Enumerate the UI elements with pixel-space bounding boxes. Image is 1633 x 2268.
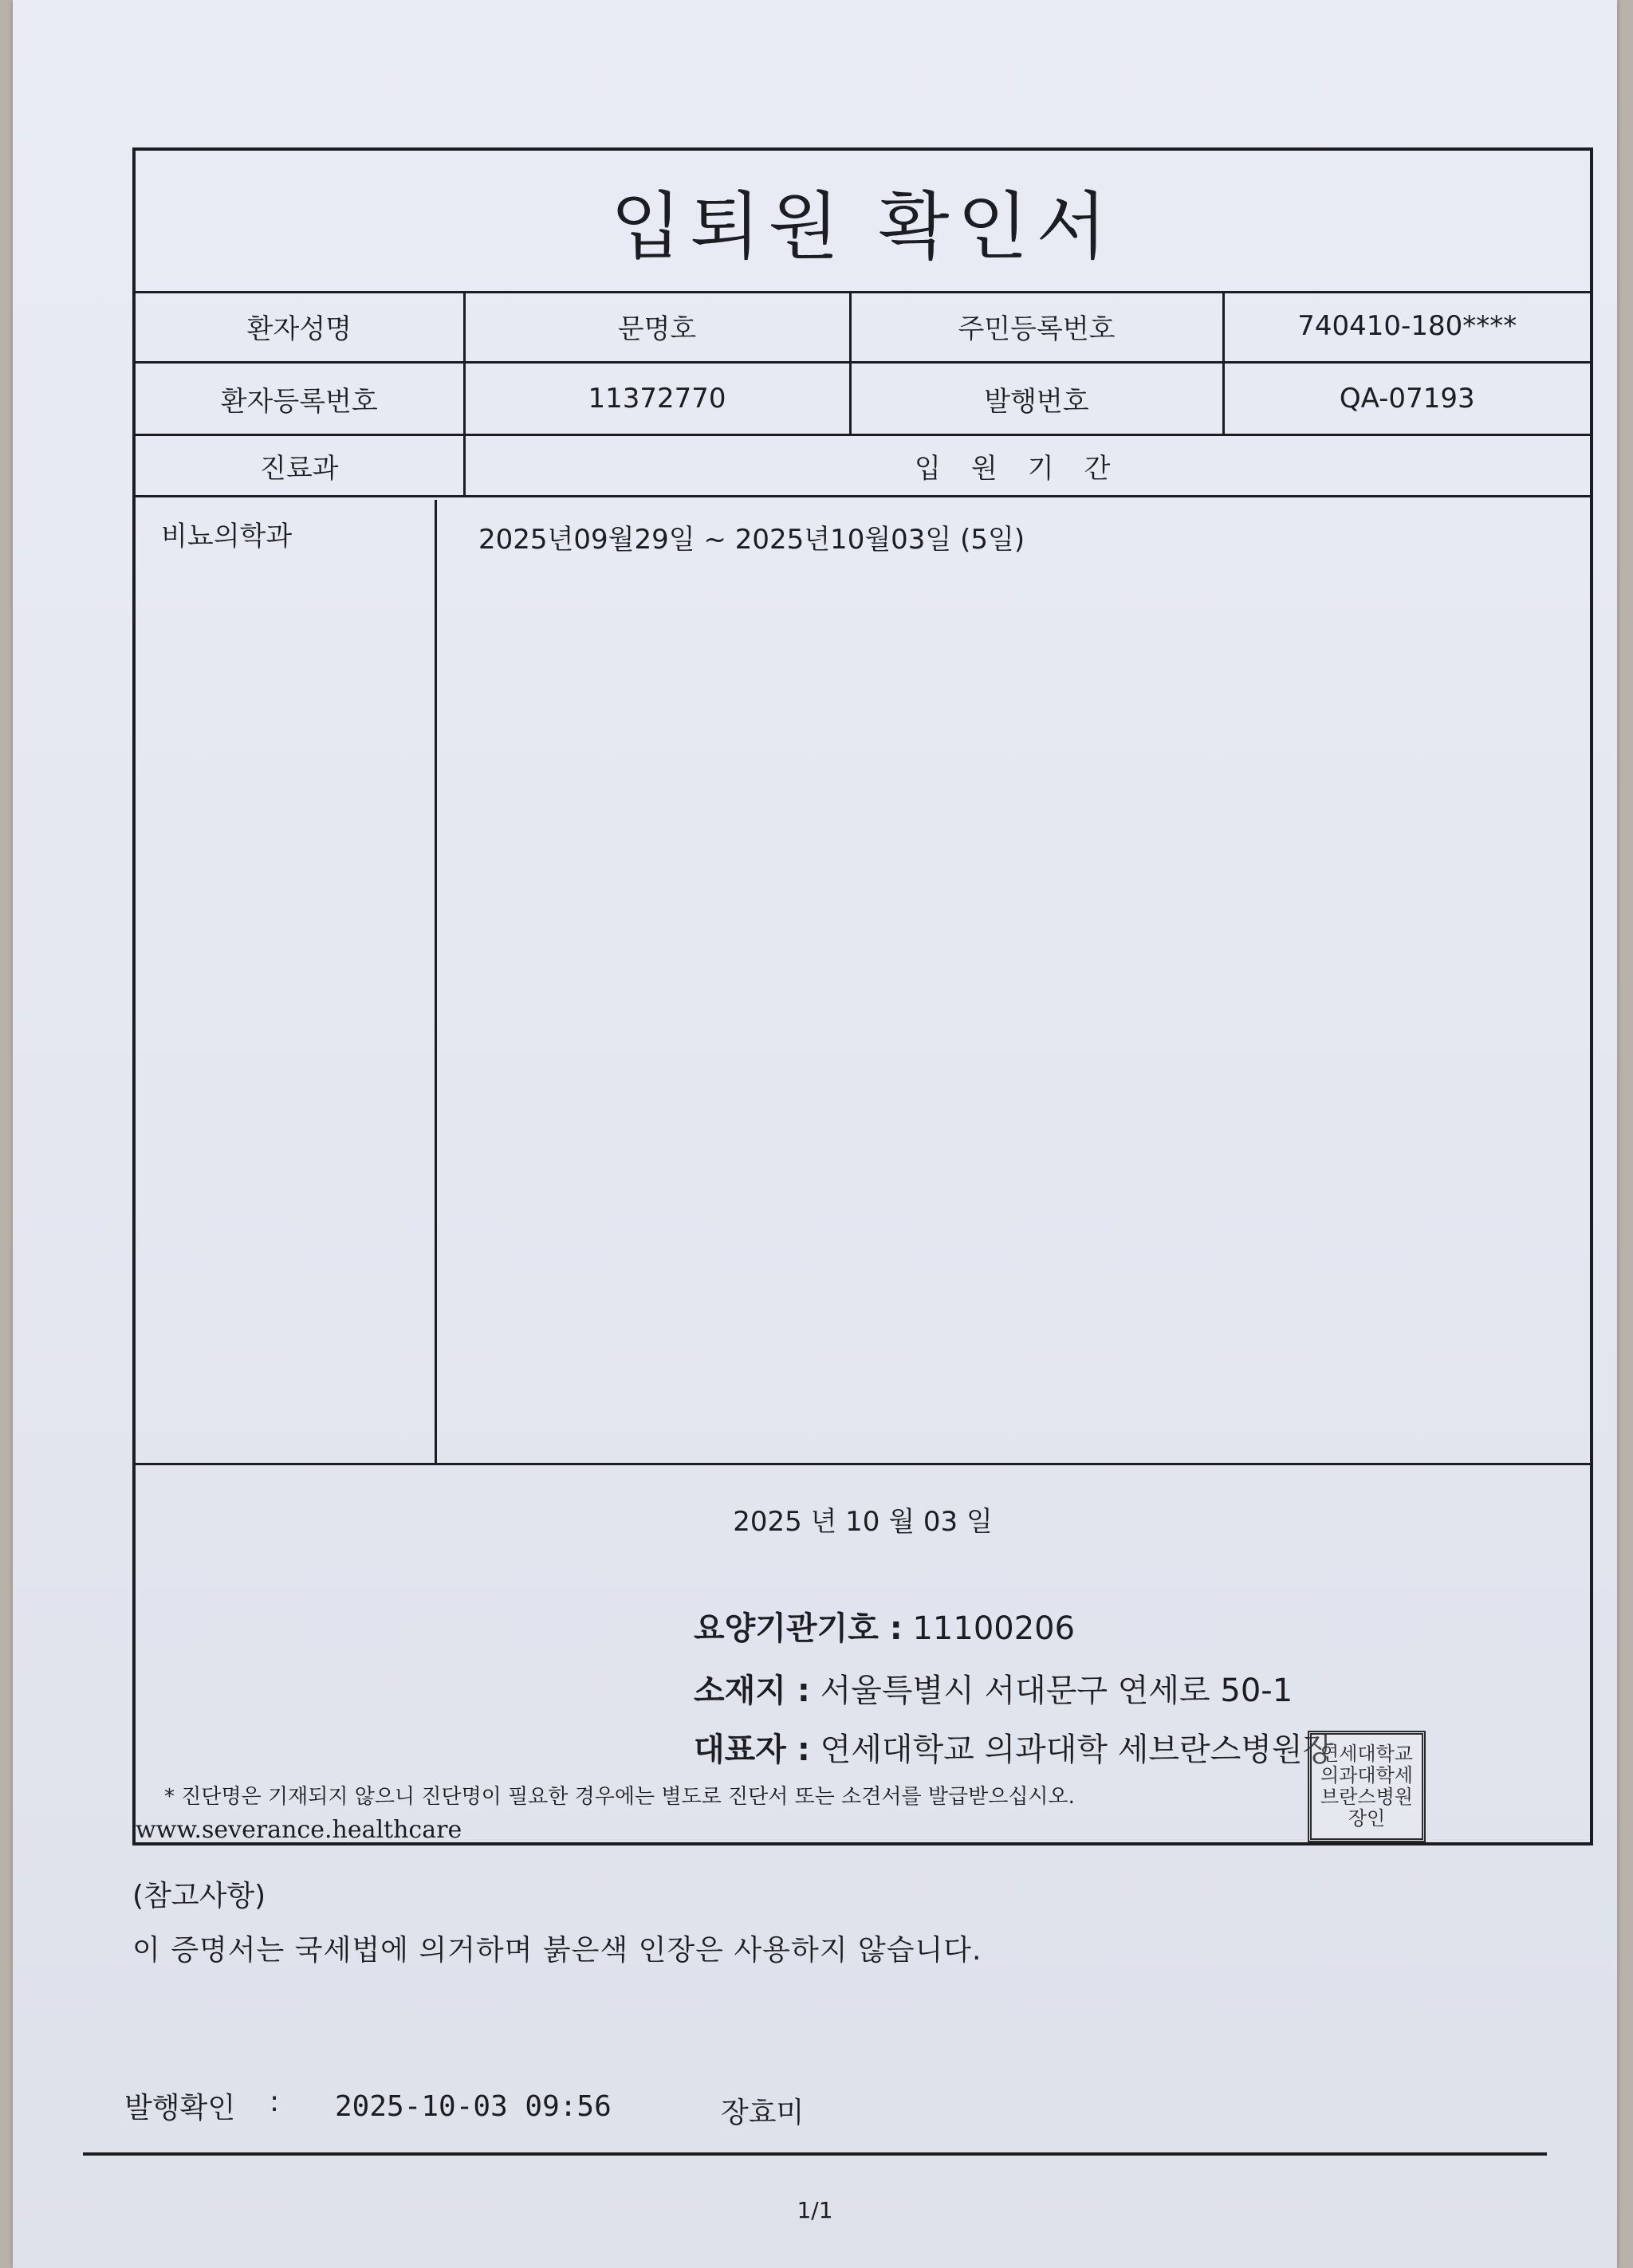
certificate-frame <box>132 147 1593 1845</box>
department-column <box>136 500 437 1463</box>
document-page <box>13 0 1617 2268</box>
issue-number-value: QA-07193 <box>1223 363 1590 435</box>
document-title: 입퇴원 확인서 <box>610 184 1116 269</box>
diagnosis-note: * 진단명은 기재되지 않으니 진단명이 필요한 경우에는 별도로 진단서 또는 소견서를 발급받으십시오. <box>164 1785 1075 1809</box>
patient-name-value: 문명호 <box>464 291 850 363</box>
admission-period-value: 2025년09월29일 ~ 2025년10월03일 (5일) <box>478 524 1025 556</box>
reference-title: (참고사항) <box>132 1880 266 1912</box>
address-line <box>694 1665 1293 1711</box>
representative-value: 연세대학교 의과대학 세브란스병원장 <box>820 1731 1334 1768</box>
issuer-section <box>136 1463 1590 1845</box>
issue-date: 2025 년 10 월 03 일 <box>733 1506 993 1538</box>
patient-info-table <box>136 291 1590 497</box>
admission-period-label: 입원기간 <box>915 452 1141 485</box>
admission-details <box>136 500 1590 1465</box>
confirmation-name: 장효미 <box>721 2097 805 2129</box>
department-label: 진료과 <box>136 435 464 497</box>
institution-code-line <box>694 1603 1075 1649</box>
registration-number-label: 환자등록번호 <box>136 363 464 435</box>
table-row <box>136 291 1590 363</box>
issue-number-label: 발행번호 <box>850 363 1223 435</box>
address-value: 서울특별시 서대문구 연세로 50-1 <box>820 1673 1293 1709</box>
title-row <box>136 151 1590 293</box>
table-row <box>136 435 1590 497</box>
table-row <box>136 363 1590 435</box>
bottom-divider <box>83 2152 1547 2156</box>
address-label: 소재지 : <box>694 1673 810 1709</box>
confirmation-separator: : <box>270 2085 280 2118</box>
institution-code-label: 요양기관기호 : <box>694 1610 903 1647</box>
institution-code-value: 11100206 <box>912 1610 1076 1647</box>
department-value: 비뇨의학과 <box>161 521 293 552</box>
registration-number-value: 11372770 <box>464 363 850 435</box>
representative-line <box>694 1724 1333 1770</box>
website-url: www.severance.healthcare <box>136 1816 462 1844</box>
rrn-value: 740410-180**** <box>1223 291 1590 363</box>
rrn-label: 주민등록번호 <box>850 291 1223 363</box>
representative-label: 대표자 : <box>694 1731 810 1768</box>
confirmation-time: 2025-10-03 09:56 <box>335 2090 612 2123</box>
hospital-seal: 연세대학교의과대학세브란스병원장인 <box>1308 1731 1426 1842</box>
confirmation-label: 발행확인 <box>124 2092 236 2125</box>
page-number: 1/1 <box>797 2197 833 2223</box>
patient-name-label: 환자성명 <box>136 291 464 363</box>
reference-text: 이 증명서는 국세법에 의거하며 붉은색 인장은 사용하지 않습니다. <box>132 1934 982 1967</box>
